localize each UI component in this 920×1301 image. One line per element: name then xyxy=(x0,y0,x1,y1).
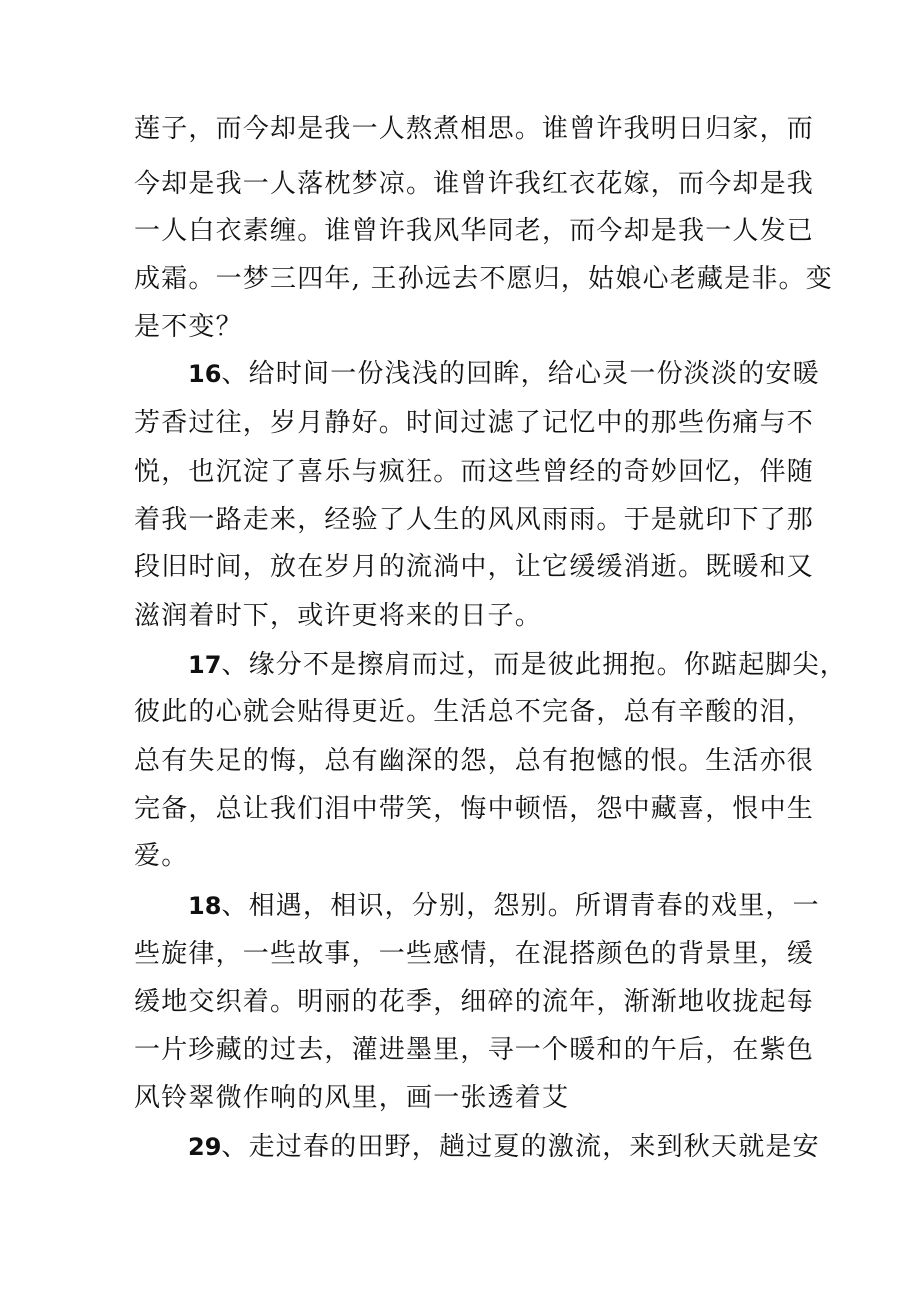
text-line: 彼此的心就会贴得更近。生活总不完备，总有辛酸的泪， xyxy=(134,697,815,727)
text-line: 悦，也沉淀了喜乐与疯狂。而这些曾经的奇妙回忆，伴随 xyxy=(134,457,815,487)
text-line: 缓地交织着。明丽的花季，细碎的流年，渐渐地收拢起每 xyxy=(134,987,815,1017)
paragraph-first-line xyxy=(188,889,820,923)
text-line: 芳香过往，岁月静好。时间过滤了记忆中的那些伤痛与不 xyxy=(134,408,815,438)
text-line: 、相遇，相识，分别，怨别。所谓青春的戏里，一 xyxy=(221,891,820,921)
paragraph-number: 17 xyxy=(188,651,222,679)
text-line: 今却是我一人落枕梦凉。谁曾许我红衣花嫁，而今却是我 xyxy=(134,169,815,199)
text-line: 成霜。一梦三四年, 王孙远去不愿归，姑娘心老藏是非。变 xyxy=(134,264,833,294)
text-line: 风铃翠微作响的风里，画一张透着艾 xyxy=(134,1083,570,1113)
paragraph-first-line xyxy=(188,648,847,682)
text-line: 完备，总让我们泪中带笑，悔中顿悟，怨中藏喜，恨中生 xyxy=(134,794,815,824)
paragraph-number: 29 xyxy=(188,1133,222,1161)
text-line: 莲子，而今却是我一人熬煮相思。谁曾许我明日归家，而 xyxy=(134,114,815,144)
paragraph-first-line xyxy=(188,1130,820,1164)
text-line: 段旧时间，放在岁月的流淌中，让它缓缓消逝。既暖和又 xyxy=(134,552,815,582)
text-line: 、走过春的田野，趟过夏的激流，来到秋天就是安 xyxy=(221,1132,820,1162)
paragraph-number: 18 xyxy=(188,892,222,920)
text-line: 爱。 xyxy=(134,841,189,871)
text-line: 是不变？ xyxy=(134,312,243,342)
text-line: 、给时间一份浅浅的回眸，给心灵一份淡淡的安暖 xyxy=(221,359,820,389)
text-line: 些旋律，一些故事，一些感情，在混搭颜色的背景里，缓 xyxy=(134,939,815,969)
text-line: 滋润着时下，或许更将来的日子。 xyxy=(134,601,543,631)
text-line: 总有失足的悔，总有幽深的怨，总有抱憾的恨。生活亦很 xyxy=(134,746,815,776)
paragraph-first-line xyxy=(188,357,820,391)
text-line: 一片珍藏的过去，灌进墨里，寻一个暖和的午后，在紫色 xyxy=(134,1035,815,1065)
text-line: 、缘分不是擦肩而过，而是彼此拥抱。你踮起脚尖， xyxy=(221,650,848,680)
text-line: 着我一路走来，经验了人生的风风雨雨。于是就印下了那 xyxy=(134,505,815,535)
paragraph-number: 16 xyxy=(188,360,222,388)
text-line: 一人白衣素缠。谁曾许我风华同老，而今却是我一人发已 xyxy=(134,216,815,246)
